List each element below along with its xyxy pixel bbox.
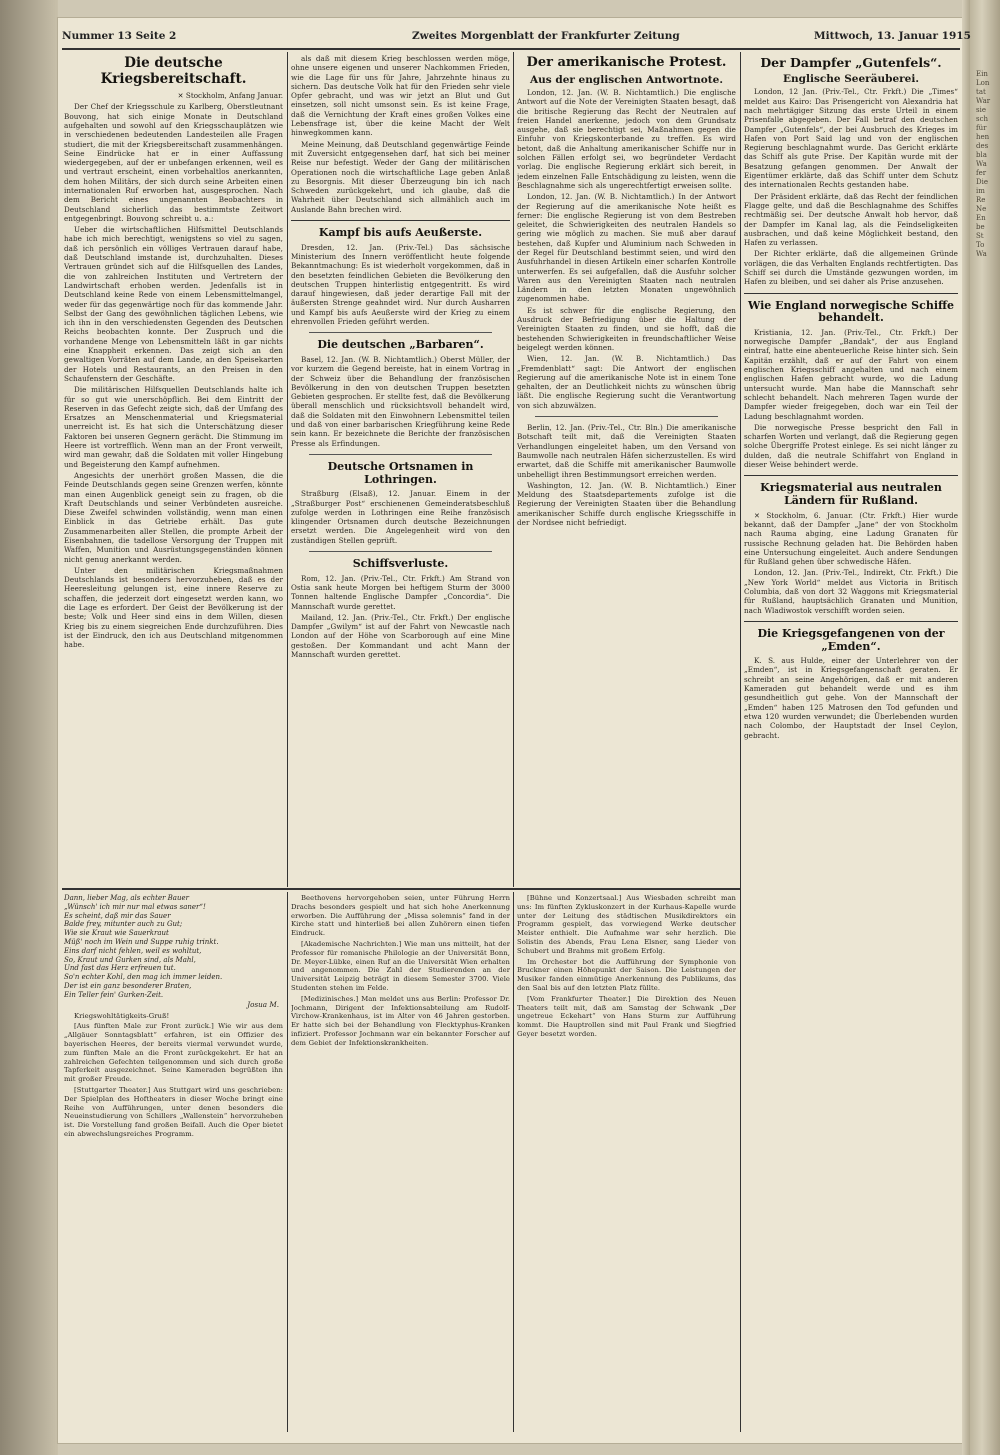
dateline: ✕ Stockholm, Anfang Januar. — [177, 91, 283, 101]
feuilleton-rule — [62, 888, 740, 890]
article-paragraph: K. S. aus Hulde, einer der Unterlehrer von der „Emden“, ist in Kriegsgefangenschaft geraten. Er schreibt an seine Angehörigen, daß er mit anderen Kameraden gut behandelt werde und es ihm gesundheitlich gut gehe. Von der Mannschaft der „Emden“ haben 125 Matrosen den Tod gefunden und etwa 120 wurden verwundet; die Überlebenden wurden nach Colombo, der Hauptstadt der Insel Ceylon, gebracht. — [744, 656, 958, 740]
column-4 — [744, 54, 958, 1432]
article-paragraph: als daß mit diesem Krieg beschlossen werden möge, ohne unsere eigenen und unserer Nachkommen Frieden, wie die Lage für uns für Jahre, Jahrzehnte hinaus zu sichern. Das deutsche Volk hat für den Frieden sehr viele Opfer gebracht, und was wir jetzt an Blut und Gut einsetzen, soll nicht umsonst sein. Es ist keine Frage, daß die Vernichtung der Kraft eines großen Volkes eine Lebensfrage ist, über die keine Macht der Welt hinwegkommen kann. — [291, 54, 510, 138]
next-page-edge — [970, 0, 1000, 1455]
feuilleton-column-1 — [64, 894, 283, 1432]
article-paragraph: Wien, 12. Jan. (W. B. Nichtamtlich.) Das „Fremdenblatt“ sagt: Die Antwort der englischen Regierung auf die amerikanische Note ist in einem Tone gehalten, der an Deutlichkeit nichts zu wünschen übrig läßt. Die englische Regierung sucht die Verantwortung von sich abzuwälzen. — [517, 354, 736, 410]
feuilleton-paragraph: Beethovens hervorgehoben seien, unter Führung Herrn Drachs besonders gespielt und hat sich hohe Anerkennung erworben. Die Aufführung der „Missa solemnis“ fand in der Kirche statt und hinterließ bei allen Zuhörern einen tiefen Eindruck. — [291, 894, 510, 938]
poem-signature: Josua M. — [247, 999, 279, 1009]
column-rule — [513, 52, 514, 887]
feuilleton-paragraph: [Medizinisches.] Man meldet uns aus Berlin: Professor Dr. Jochmann, Dirigent der Infektionsabteilung am Rudolf-Virchow-Krankenhaus, ist im Alter von 46 Jahren gestorben. Er hatte sich bei der Behandlung von Flecktyphus-Kranken infiziert. Professor Jochmann war ein bekannter Forscher auf dem Gebiet der Infektionskrankheiten. — [291, 994, 510, 1047]
issue-date: Mittwoch, 13. Januar 1915 — [814, 30, 971, 42]
column-3 — [517, 54, 736, 886]
feuilleton-column-2 — [291, 894, 510, 1432]
feuilleton-paragraph: [Bühne und Konzertsaal.] Aus Wiesbaden schreibt man uns: Im fünften Zykluskonzert in der Kurhaus-Kapelle wurde unter der Leitung des städtischen Musikdirektors ein Programm gespielt, das vorwiegend Werke deutscher Meister enthielt. Die Aufnahme war sehr herzlich. Die Solistin des Abends, Frau Lena Elsner, sang Lieder von Schubert und Brahms mit großem Erfolg. — [517, 894, 736, 955]
article-paragraph: London, 12. Jan. (W. B. Nichtamtlich.) In der Antwort der Regierung auf die amerikanische Note heißt es ferner: Die englische Regierung ist von dem Bestreben geleitet, die Schwierigkeiten des neutralen Handels so gering wie möglich zu machen. Sie muß aber darauf bestehen, daß Kupfer und Aluminium nach Schweden in der Regel für Deutschland bestimmt seien, und wird den Ausfuhrhandel in diesen Artikeln einer scharfen Kontrolle unterwerfen. Es sei aufgefallen, daß die Ausfuhr solcher Waren aus den Vereinigten Staaten nach neutralen Ländern in den letzten Monaten ungewöhnlich zugenommen habe. — [517, 192, 736, 304]
article-paragraph: Der Chef der Kriegsschule zu Karlberg, Oberstleutnant Bouvong, hat sich einige Monate in Deutschland aufgehalten und sowohl auf den Kriegsschauplätzen wie in verschiedenen bedeutenden Landesteilen alle Fragen studiert, die mit der Kriegsbereitschaft zusammenhängen. Seine Eindrücke hat er in einer Auffassung wiedergegeben, auf der er unbefangen erkennen, weil es und vertraut erscheint, einen vorbehaltlos anerkannten, dem hohen Militärs, der sich durch seine Arbeiten einen internationalen Ruf erworben hat, ausgesprochen. Nach dem Bericht eines ungenannten Beobachters in Deutschland sicherlich das bestimmtste Zeitwort entgegenbringt. Bouvong schreibt u. a.: — [64, 102, 283, 223]
article-title: Wie England norwegische Schiffe behandelt. — [747, 298, 955, 325]
feuilleton-paragraph: [Akademische Nachrichten.] Wie man uns mitteilt, hat der Professor für romanische Philologie an der Universität Bonn, Dr. Meyer-Lübke, einen Ruf an die Universität Wien erhalten und angenommen. Die Zahl der Studierenden an der Universität Leipzig beträgt in diesem Semester 3700. Viele Studenten stehen im Felde. — [291, 939, 510, 992]
feuilleton-paragraph: Im Orchester bot die Aufführung der Symphonie von Bruckner einen Höhepunkt der Saison. Die Leistungen der Musiker fanden einmütige Anerkennung des Publikums, das den Saal bis auf den letzten Platz füllte. — [517, 957, 736, 992]
article-paragraph: ✕ Stockholm, 6. Januar. (Ctr. Frkft.) Hier wurde bekannt, daß der Dampfer „Jane“ der von Stockholm nach Rauma abging, eine Ladung Granaten für russische Rechnung geladen hat. Die Behörden haben eine Untersuchung eingeleitet. Auch andere Sendungen für Rußland gehen über schwedische Häfen. — [744, 510, 958, 567]
section-rule — [744, 293, 958, 294]
article-title: Kriegsmaterial aus neutralen Ländern für Rußland. — [760, 481, 942, 507]
article-title: Die Kriegsgefangenen von der „Emden“. — [757, 626, 945, 653]
article-paragraph: Es ist schwer für die englische Regierung, den Ausdruck der Befriedigung über die Haltung der Vereinigten Staaten zu finden, und sie hofft, daß die bestehenden Schwierigkeiten in freundschaftlicher Weise beigelegt werden können. — [517, 305, 736, 352]
column-rule — [513, 892, 514, 1432]
column-2 — [291, 54, 510, 886]
article-paragraph: Washington, 12. Jan. (W. B. Nichtamtlich.) Einer Meldung des Staatsdepartements zufolge ist die Regierung der Vereinigten Staaten über die Behandlung amerikanischer Schiffe durch englische Kriegsschiffe in der Nordsee nicht befriedigt. — [517, 480, 736, 527]
masthead — [62, 30, 971, 48]
article-paragraph: Ueber die wirtschaftlichen Hilfsmittel Deutschlands habe ich mich berechtigt, wenigstens so viel zu sagen, daß ich persönlich ein völliges Vertrauen darauf habe, daß Deutschland imstande ist, durchzuhalten. Dieses Vertrauen gründet sich auf die Hilfsquellen des Landes, die von zahlreichen Instituten und Vertretern der Landwirtschaft erhoben werden. Jedenfalls ist in Deutschland keine Rede von einem Lebensmittelmangel, weder für das gegenwärtige noch für das kommende Jahr. Selbst der Gang des gewöhnlichen täglichen Lebens, wie ich ihn in den verschiedensten Gegenden des Deutschen Reichs beobachten konnte. Der Zuspruch und die vorhandene Menge von Lebensmitteln läßt in gar nichts eine Knappheit erkennen. Das zeigt sich an den gewaltigen Vorräten auf dem Lande, an den Speisekarten der Hotels und Restaurants, an den Preisen in den Schaufenstern der Geschäfte. — [64, 225, 283, 383]
column-rule — [740, 52, 741, 1432]
article-paragraph: Dresden, 12. Jan. (Priv.-Tel.) Das sächsische Ministerium des Innern veröffentlicht heute folgende Bekanntmachung: Es ist wiederholt vorgekommen, daß in den besetzten feindlichen Gebieten die Bevölkerung den deutschen Truppen hinterlistig entgegentritt. Es wird darauf hingewiesen, daß jeder derartige Fall mit der äußersten Strenge geahndet wird. Nur durch Ausharren und Kampf bis aufs Aeußerste wird der Krieg zu einem ehrenvollen Frieden geführt werden. — [291, 242, 510, 327]
article-paragraph: London, 12. Jan. (Priv.-Tel., Indirekt, Ctr. Frkft.) Die „New York World“ meldet aus Victoria in Britisch Columbia, daß von dort 32 Waggons mit Kriegsmaterial für Rußland, hauptsächlich Granaten und Munition, nach Wladiwostok verschifft worden seien. — [744, 568, 958, 615]
article-paragraph: Unter den militärischen Kriegsmaßnahmen Deutschlands ist besonders hervorzuheben, daß es der Heeresleitung gelungen ist, eine innere Reserve zu schaffen, die jederzeit dort eingesetzt werden kann, wo die Lage es erfordert. Der Geist der Bevölkerung ist der beste; Volk und Heer sind eins in dem Willen, diesen Krieg bis zu einem siegreichen Ende durchzuführen. Dies ist der Eindruck, den ich aus Deutschland mitgenommen habe. — [64, 565, 283, 650]
page-number: Nummer 13 Seite 2 — [62, 30, 177, 42]
article-title: Die deutsche Kriegsbereitschaft. — [100, 55, 247, 87]
article-title: Die deutschen „Barbaren“. — [317, 338, 484, 352]
article-paragraph: London, 12 Jan. (Priv.-Tel., Ctr. Frkft.) Die „Times“ meldet aus Kairo: Das Prisengericht von Alexandria hat nach mehrtägiger Sitzung das erste Urteil in einem Prisenfalle abgegeben. Der Fall betraf den deutschen Dampfer „Gutenfels“, der bei Ausbruch des Krieges im Hafen von Port Said lag und von der englischen Regierung beschlagnahmt wurde. Das Gericht erklärte das Schiff als gute Prise. Der Kapitän wurde mit der Besatzung gefangen genommen. Der Anwalt der Eigentümer erklärte, daß das Schiff unter dem Schutz des internationalen Rechts gestanden habe. — [744, 87, 958, 190]
article-subtitle: Aus der englischen Antwortnote. — [530, 73, 723, 86]
article-title: Kampf bis aufs Aeußerste. — [318, 226, 483, 240]
edition-title: Zweites Morgenblatt der Frankfurter Zeitung — [412, 30, 680, 42]
section-rule — [309, 332, 492, 333]
article-paragraph: Die norwegische Presse bespricht den Fall in scharfen Worten und verlangt, daß die Regierung gegen solche Übergriffe Protest einlege. Es sei nicht länger zu dulden, daß die neutrale Schiffahrt von England in dieser Weise behindert werde. — [744, 422, 958, 470]
section-rule — [535, 416, 718, 417]
column-rule — [287, 52, 288, 887]
article-subtitle: Englische Seeräuberei. — [782, 73, 920, 86]
article-paragraph: Der Richter erklärte, daß die allgemeinen Gründe vorlägen, die das Verhalten Englands rechtfertigten. Das Schiff sei durch die Umstände gezwungen worden, im Hafen zu bleiben, und sei daher als Prise anzusehen. — [744, 249, 958, 287]
feuilleton-paragraph: [Stuttgarter Theater.] Aus Stuttgart wird uns geschrieben: Der Spielplan des Hoftheaters in dieser Woche bringt eine Reihe von Aufführungen, unter denen besonders die Neueinstudierung von Schillers „Wallenstein“ hervorzuheben ist. Die Vorstellung fand großen Beifall. Auch die Oper bietet ein abwechslungsreiches Programm. — [64, 1085, 283, 1138]
article-title: Schiffsverluste. — [352, 557, 449, 571]
masthead-rule — [62, 48, 960, 50]
section-rule — [744, 621, 958, 622]
article-paragraph: Der Präsident erklärte, daß das Recht der feindlichen Flagge gelte, und daß die Beschlagnahme des Schiffes rechtmäßig sei. Der deutsche Anwalt hob hervor, daß der Dampfer im Kanal lag, als die Feindseligkeiten ausbrachen, und daß keine Möglichkeit bestand, den Hafen zu verlassen. — [744, 191, 958, 248]
article-paragraph: London, 12. Jan. (W. B. Nichtamtlich.) Die englische Antwort auf die Note der Vereinigten Staaten besagt, daß die britische Regierung das Recht der Neutralen auf freien Handel anerkenne, jedoch von dem Grundsatz ausgehe, daß sie berechtigt sei, Maßnahmen gegen die Einfuhr von Kriegskonterbande zu treffen. Es wird betont, daß die Anhaltung amerikanischer Schiffe nur in solchen Fällen erfolgt sei, wo begründeter Verdacht vorlag. Die englische Regierung erklärt sich bereit, in jedem einzelnen Falle Entschädigung zu leisten, wenn die Beschlagnahme sich als ungerechtfertigt erweisen sollte. — [517, 87, 736, 190]
article-title: Der amerikanische Protest. — [526, 55, 727, 70]
section-rule — [744, 475, 958, 476]
section-rule — [309, 551, 492, 552]
article-paragraph: Berlin, 12. Jan. (Priv.-Tel., Ctr. Bln.) Die amerikanische Botschaft teilt mit, daß die Vereinigten Staaten Verhandlungen eingeleitet haben, um den Versand von Baumwolle nach neutralen Häfen sicherzustellen. Es wird erwartet, daß die Schiffe mit amerikanischer Baumwolle unbehelligt ihren Bestimmungsort erreichen werden. — [517, 423, 736, 479]
poem: Dann, lieber Mag, als echter Bauer „Wünsch' ich mir nur mal etwas saner“! Es scheint, daß mir das Sauer Balde frey, mitunter auch zu Gut; Wie sie Kraut wie Sauerkraut Müß' noch im Wein und Suppe ruhig trinkt. Eins darf nicht fehlen, weil es wohltut, So, Kraut und Gurken sind, als Mahl, Und fast das Herz erfreuen tut. So'n echter Kohl, den mag ich immer leiden. Der ist ein ganz besonderer Braten, Ein Teller fein' Gurken-Zeit. — [64, 894, 223, 999]
column-1 — [64, 54, 283, 886]
section-rule — [309, 454, 492, 455]
feuilleton-paragraph: Kriegswohltätigkeits-Gruß! — [74, 1011, 170, 1020]
article-paragraph: Rom, 12. Jan. (Priv.-Tel., Ctr. Frkft.) Am Strand von Ostia sank heute Morgen bei heftigem Sturm der 3000 Tonnen haltende Englische Dampfer „Concordia“. Die Mannschaft wurde gerettet. — [291, 573, 510, 611]
article-title: Deutsche Ortsnamen in Lothringen. — [327, 459, 474, 486]
article-paragraph: Kristiania, 12. Jan. (Priv.-Tel., Ctr. Frkft.) Der norwegische Dampfer „Bandak“, der aus England eintraf, hatte eine abenteuerliche Reise hinter sich. Sein Kapitän erzählt, daß er auf der Fahrt von einem englischen Kriegsschiff angehalten und nach einem englischen Hafen gebracht wurde, wo die Ladung untersucht wurde. Man habe die Mannschaft sehr schlecht behandelt. Nach mehreren Tagen wurde der Dampfer wieder freigegeben, doch war ein Teil der Ladung beschlagnahmt worden. — [744, 327, 958, 421]
feuilleton-paragraph: [Vom Frankfurter Theater.] Die Direktion des Neuen Theaters teilt mit, daß am Samstag der Schwank „Der ungetreue Eckehart“ von Hans Sturm zur Aufführung kommt. Die Hauptrollen sind mit Paul Frank und Siegfried Geyer besetzt worden. — [517, 994, 736, 1038]
feuilleton-column-3 — [517, 894, 736, 1432]
page-fold — [962, 0, 970, 1455]
article-title: Der Dampfer „Gutenfels“. — [760, 55, 942, 70]
binding-gutter — [0, 0, 58, 1455]
feuilleton-paragraph: [Aus fünften Male zur Front zurück.] Wie wir aus dem „Allgäuer Sonntagsblatt“ erfahren, ist ein Offizier des bayerischen Heeres, der bereits viermal verwundet wurde, zum fünften Male an die Front zurückgekehrt. Er hat an zahlreichen Gefechten teilgenommen und sich durch große Tapferkeit ausgezeichnet. Seine Kameraden begrüßten ihn mit großer Freude. — [64, 1022, 283, 1084]
next-page-fragment: Ein Lon tat War sie sch für hen des bla Wa fer Die im Re Ne En be St To Wa — [976, 70, 991, 258]
article-paragraph: Basel, 12. Jan. (W. B. Nichtamtlich.) Oberst Müller, der vor kurzem die Gegend bereiste, hat in einem Vortrag in der Schweiz über die Behandlung der französischen Bevölkerung in den von deutschen Truppen besetzten Gebieten gesprochen. Er stellte fest, daß die Bevölkerung überall menschlich und rücksichtsvoll behandelt wird, daß die Soldaten mit den Einwohnern Lebensmittel teilen und daß von einer barbarischen Kriegführung keine Rede sein kann. Er bezeichnete die Berichte der französischen Presse als Erfindungen. — [291, 355, 510, 448]
article-paragraph: Mailand, 12. Jan. (Priv.-Tel., Ctr. Frkft.) Der englische Dampfer „Gwilym“ ist auf der Fahrt von Newcastle nach London auf der Höhe von Scarborough auf eine Mine gestoßen. Der Kommandant und acht Mann der Mannschaft wurden gerettet. — [291, 612, 510, 660]
article-paragraph: Straßburg (Elsaß), 12. Januar. Einem in der „Straßburger Post“ erschienenen Gemeinderatsbeschluß zufolge werden in Lothringen eine Reihe französisch klingender Ortsnamen durch deutsche Bezeichnungen ersetzt werden. Die Angelegenheit wird von den zuständigen Stellen geprüft. — [291, 489, 510, 545]
section-rule — [291, 220, 510, 221]
article-paragraph: Angesichts der unerhört großen Massen, die die Feinde Deutschlands gegen seine Grenzen werfen, könnte man einen Augenblick geneigt sein zu fragen, ob die Kraft Deutschlands und seiner Verbündeten ausreiche. Diese Zweifel schwinden vollständig, wenn man einen Einblick in das Getriebe erhält. Das gute Zusammenarbeiten aller Stellen, die prompte Arbeit der Eisenbahnen, die tadellose Versorgung der Truppen mit Waffen, Munition und Ausrüstungsgegenständen können nicht genug anerkannt werden. — [64, 470, 283, 564]
article-paragraph: Die militärischen Hilfsquellen Deutschlands halte ich für so gut wie unerschöpflich. Bei dem Eintritt der Reserven in das Gefecht zeigte sich, daß der Umfang des Ersatzes an Menschenmaterial und Kriegsmaterial unerreicht ist. Es hat sich die Unterschätzung dieser Faktoren bei unseren Gegnern gerächt. Die Stimmung im Heere ist vortrefflich. Wenn man an der Front verweilt, wird man gewahr, daß die Soldaten mit voller Hingebung und Begeisterung den Kampf aufnehmen. — [64, 385, 283, 469]
article-paragraph: Meine Meinung, daß Deutschland gegenwärtige Feinde mit Zuversicht entgegensehen darf, hat sich bei meiner Reise nur befestigt. Weder der Gang der militärischen Operationen noch die wirtschaftliche Lage geben Anlaß zu Besorgnis. Mit dieser Überzeugung bin ich nach Schweden zurückgekehrt, und ich glaube, daß die Wahrheit über Deutschland sich allmählich auch im Auslande Bahn brechen wird. — [291, 139, 510, 214]
column-rule — [287, 892, 288, 1432]
